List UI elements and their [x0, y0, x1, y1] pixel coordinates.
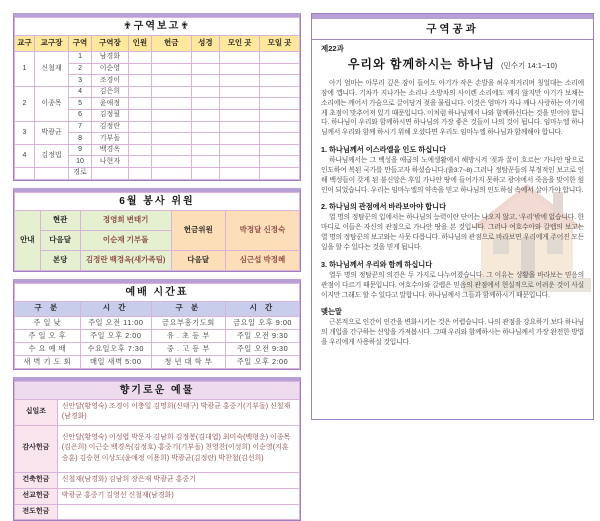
service-time: 주일 오후 2:00 — [80, 329, 151, 342]
table-row — [15, 355, 300, 368]
empty-cell — [260, 156, 300, 168]
next-month-label: 다음달 — [171, 250, 225, 270]
lesson-title: 우리와 함께하시는 하나님 — [347, 57, 496, 71]
district-no: 10 — [69, 156, 92, 168]
lesson-title-row — [321, 55, 584, 73]
offerings-title-row — [15, 381, 300, 399]
table-row — [15, 52, 300, 64]
table-row — [15, 210, 300, 230]
col-header: 교구 — [15, 36, 35, 52]
district-leader: 김정란 — [91, 121, 128, 133]
empty-cell — [151, 86, 191, 98]
empty-cell — [220, 109, 260, 121]
left-page — [13, 13, 301, 521]
service-name: 수 요 예 배 — [15, 342, 81, 355]
empty-cell — [151, 133, 191, 145]
district-leader: 윤애정 — [91, 98, 128, 110]
empty-cell — [191, 52, 220, 64]
table-row — [15, 250, 300, 270]
section-paragraph: 열 명의 정탐꾼의 입에서는 하나님의 능력이란 단어는 나오지 않고, ‘우리’밖에 없습니다. 한마디로 이들은 자신의 관점으로 가나안 땅을 본 것입니다. 그러나 여호수아와 갈렙의 보고는 열 명의 정탐꾼의 보고와는 사뭇 다릅니다. 하나님의 관점으로 바라보면 우리에게 주어진 모든 일을 할 수 있다는 것을 믿게 됩니다. — [321, 214, 584, 251]
empty-cell — [151, 121, 191, 133]
district-leader: 기부돌 — [91, 133, 128, 145]
parish-no: 1 — [15, 52, 35, 87]
section-heading: 3. 하나님께서 우리와 함께 하십니다 — [321, 259, 433, 269]
col-header: 시 간 — [225, 301, 299, 316]
committee-title: 6월 봉사 위원 — [15, 192, 300, 210]
table-row — [15, 472, 300, 488]
empty-cell — [128, 167, 151, 179]
district-leader: 남경화 — [91, 52, 128, 64]
district-no: 6 — [69, 109, 92, 121]
district-leader: 이순영 — [91, 63, 128, 75]
empty-cell — [128, 86, 151, 98]
empty-cell — [260, 75, 300, 87]
service-committee-table — [13, 188, 301, 272]
empty-cell — [128, 52, 151, 64]
empty-cell — [128, 121, 151, 133]
empty-cell — [151, 144, 191, 156]
conclusion-paragraph: 근본적으로 인간이 인간을 변화시키는 것은 어렵습니다. 나의 관점을 강요하기 보다 하나님의 개입을 간구하는 신앙을 가져봅시다. 그때 우리와 함께하시는 하나님께서 가장 완전한 방법을 우리에게 사용하실 것입니다. — [321, 319, 584, 347]
lesson-page-title: 구역공과 — [312, 19, 593, 40]
empty-cell — [220, 144, 260, 156]
offering-committee-names: 박정달 신정숙 — [225, 210, 299, 250]
service-time: 금요일 오후 9:00 — [225, 316, 299, 329]
empty-cell — [128, 63, 151, 75]
service-time: 주일 오후 2:00 — [225, 355, 299, 368]
empty-cell — [128, 133, 151, 145]
next-month-names: 심근섭 박정혜 — [225, 250, 299, 270]
col-header: 헌금 — [151, 36, 191, 52]
empty-cell — [220, 156, 260, 168]
service-name: 금요부흥기도회 — [151, 316, 225, 329]
col-header: 모일 곳 — [260, 36, 300, 52]
offering-names: 신안달(황영숙) 조경이 이충일 김명희(신태구) 박광균 홍중기(기부돌) 신철재(남경화) — [57, 399, 299, 425]
report-title-row — [15, 18, 300, 36]
empty-cell — [151, 167, 191, 179]
empty-cell — [220, 52, 260, 64]
schedule-header-row — [15, 301, 300, 316]
district-report-table — [13, 13, 301, 181]
service-name: 유 . 초 등 부 — [151, 329, 225, 342]
service-name: 주 일 오 후 — [15, 329, 81, 342]
offering-type-label: 전도헌금 — [15, 504, 58, 520]
empty-cell — [191, 98, 220, 110]
empty-cell — [151, 75, 191, 87]
service-name: 청 년 대 학 부 — [151, 355, 225, 368]
empty-cell — [260, 167, 300, 179]
col-header: 구 분 — [151, 301, 225, 316]
duty-names: 이순재 기부돌 — [80, 230, 171, 250]
col-header: 구역장 — [91, 36, 128, 52]
empty-cell — [128, 156, 151, 168]
duty-names: 김정란 백경옥(새가족팀) — [80, 250, 171, 270]
table-row — [15, 342, 300, 355]
empty-cell — [220, 167, 260, 179]
report-header-row — [15, 36, 300, 52]
service-time: 주일 오전 11:00 — [80, 316, 151, 329]
table-row — [15, 425, 300, 472]
service-name: 새 벽 기 도 회 — [15, 355, 81, 368]
parish-leader: 박광균 — [34, 121, 68, 144]
service-time: 주일 오전 9:30 — [225, 342, 299, 355]
empty-cell — [151, 52, 191, 64]
table-row — [15, 399, 300, 425]
table-row — [15, 504, 300, 520]
section-heading: 2. 하나님의 관점에서 바라보아야 합니다 — [321, 202, 447, 212]
service-name: 중 . 고 등 부 — [151, 342, 225, 355]
table-row — [15, 167, 300, 179]
empty-cell — [220, 75, 260, 87]
table-row — [15, 488, 300, 504]
scripture-reference: (민수기 14:1~10) — [501, 61, 558, 70]
parish-leader: 신철재 — [34, 52, 68, 87]
empty-cell — [191, 144, 220, 156]
section-heading: 1. 하나님께서 이스라엘을 인도 하십니다 — [321, 145, 447, 155]
service-time: 수요일오후 7:30 — [80, 342, 151, 355]
service-time: 주일 오전 9:30 — [225, 329, 299, 342]
district-no: 9 — [69, 144, 92, 156]
duty-label: 현관 — [40, 210, 80, 230]
lesson-body — [312, 40, 593, 361]
col-header: 교구장 — [34, 36, 68, 52]
empty-cell — [191, 86, 220, 98]
col-header: 모인 곳 — [220, 36, 260, 52]
district-no: 4 — [69, 86, 92, 98]
parish-leader: 김정법 — [34, 144, 68, 167]
parish-leader: 이종목 — [34, 86, 68, 121]
col-header: 성경 — [191, 36, 220, 52]
district-no: 2 — [69, 63, 92, 75]
district-no: 3 — [69, 75, 92, 87]
col-header: 구역 — [69, 36, 92, 52]
offering-names: 신철재(남경화) 김남희 장은재 박광균 홍중기 — [57, 472, 299, 488]
empty-cell — [151, 98, 191, 110]
district-no: 7 — [69, 121, 92, 133]
empty-cell — [191, 75, 220, 87]
empty-cell — [220, 98, 260, 110]
empty-cell — [128, 109, 151, 121]
table-row — [15, 316, 300, 329]
district-no: 경로 — [69, 167, 92, 179]
guide-label: 안내 — [15, 210, 41, 270]
service-name: 주 일 낮 — [15, 316, 81, 329]
table-row — [15, 86, 300, 98]
empty-cell — [151, 109, 191, 121]
duty-label: 다음달 — [40, 230, 80, 250]
empty-cell — [220, 63, 260, 75]
district-leader: 김정필 — [91, 109, 128, 121]
report-title — [15, 18, 300, 36]
empty-cell — [260, 63, 300, 75]
worship-schedule-table — [13, 279, 301, 370]
empty-cell — [260, 109, 300, 121]
duty-names: 정영희 변태기 — [80, 210, 171, 230]
empty-cell — [128, 144, 151, 156]
empty-cell — [220, 86, 260, 98]
empty-cell — [260, 98, 300, 110]
table-row — [15, 121, 300, 133]
empty-cell — [151, 63, 191, 75]
offering-type-label: 십일조 — [15, 399, 58, 425]
district-leader: 나현자 — [91, 156, 128, 168]
cross-icon: ✟ — [123, 21, 134, 32]
empty-cell — [260, 52, 300, 64]
lesson-intro-paragraph: 아기 엄마는 아무리 깊은 잠이 들어도 아기가 작은 손발을 허우적거리며 칭얼대는 소리에 잠에 깹니다. 기차가 지나가는 소리나 소방차의 사이렌 소리에도 깨지 않지만 아기가 보채는 소리에는 깨어서 가슴으로 끌어당겨 젖을 물립니다. 이것은 엄마가 자나 깨나 사랑하는 아기에게 초점이 맞추어져 있기 때문입니다. 이처럼 하나님께서 나와 함께하신다는 것을 믿어야 합니다. 하나님이 우리와 함께하시면 하나님의 가장 좋은 것들이 나의 것이 됩니다. 임마누엘 하나님께서 우리와 함께 하시기 위해 오셨다면 우리도 임마누엘 하나님과 함께해야 합니다. — [321, 80, 584, 137]
empty-cell — [128, 98, 151, 110]
duty-label: 본당 — [40, 250, 80, 270]
empty-cell — [191, 63, 220, 75]
district-no: 8 — [69, 133, 92, 145]
section-paragraph: 하나님께서는 그 백성을 애굽의 노예생활에서 해방시켜 ‘젖과 꿀이 흐르는’ 가나안 땅으로 인도하여 복된 국가를 만들고자 하셨습니다.(출3:7~8) 그러나 정탐꾼들의 부정적인 보고로 인해 백성들이 갖게 된 불신앙은 후일 가나안 땅에 들어가지 못하고 광야에서 죽음을 맞이한 원인이 되었습니다. 우리는 임마누엘의 약속을 믿고 하나님의 인도하심 속에서 살아가야 합니다. — [321, 157, 584, 194]
schedule-title: 예배 시간표 — [15, 283, 300, 301]
offering-committee-label: 헌금위원 — [171, 210, 225, 250]
empty-cell — [260, 133, 300, 145]
empty-cell — [191, 109, 220, 121]
parish-no: 2 — [15, 86, 35, 121]
empty-cell — [34, 167, 68, 179]
district-leader: 김은희 — [91, 86, 128, 98]
col-header: 시 간 — [80, 301, 151, 316]
empty-cell — [15, 167, 35, 179]
parish-no: 3 — [15, 121, 35, 144]
district-no: 5 — [69, 98, 92, 110]
offering-names: 신안달(황영숙) 이성엽 박문자 김남희 김정봉(김대엽) 최미숙(백형운) 이종목(김은희) 이근순 백경옥(김정호) 홍중기(기부돌) 천영찬(이성희) 이순영(지훈 승훈) 김승현 이상도(윤애정 이용희) 박광균(김정란) 박찬철(김선희) — [57, 425, 299, 472]
lesson-page — [311, 13, 594, 420]
empty-cell — [191, 121, 220, 133]
table-row — [15, 144, 300, 156]
empty-cell — [191, 133, 220, 145]
district-no: 1 — [69, 52, 92, 64]
empty-cell — [91, 167, 128, 179]
col-header: 인원 — [128, 36, 151, 52]
empty-cell — [220, 121, 260, 133]
col-header: 구 분 — [15, 301, 81, 316]
report-title-text: 구역보고 — [133, 21, 181, 32]
offering-names — [57, 504, 299, 520]
lesson-number: 제22과 — [321, 44, 344, 53]
empty-cell — [191, 167, 220, 179]
empty-cell — [220, 133, 260, 145]
committee-title-row — [15, 192, 300, 210]
district-leader: 백경옥 — [91, 144, 128, 156]
district-leader: 조경이 — [91, 75, 128, 87]
empty-cell — [260, 86, 300, 98]
schedule-title-row — [15, 283, 300, 301]
empty-cell — [128, 75, 151, 87]
section-paragraph: 열두 명의 정탐꾼의 의견은 두 가지로 나누어졌습니다. 그 이유는 상황을 바라보는 믿음의 관점이 다르기 때문입니다. 여호수아와 갈렙은 믿음의 관점에서 현실적으로 어려운 것이 사실이지만 그래도 할 수 있다고 말합니다. 하나님께서 그들과 함께하시기 때문입니다. — [321, 271, 584, 299]
offerings-title: 향기로운 예물 — [15, 381, 300, 399]
offering-type-label: 건축헌금 — [15, 472, 58, 488]
table-row — [15, 329, 300, 342]
conclusion-heading: 맺는말 — [321, 307, 342, 317]
empty-cell — [191, 156, 220, 168]
service-time: 매일 새벽 5:00 — [80, 355, 151, 368]
offering-names: 박광균 홍중기 김영선 신철재(남경화) — [57, 488, 299, 504]
offering-type-label: 감사헌금 — [15, 425, 58, 472]
offerings-table — [13, 377, 301, 521]
empty-cell — [151, 156, 191, 168]
empty-cell — [260, 144, 300, 156]
empty-cell — [260, 121, 300, 133]
offering-type-label: 선교헌금 — [15, 488, 58, 504]
parish-no: 4 — [15, 144, 35, 167]
cross-icon: ✟ — [180, 21, 191, 32]
